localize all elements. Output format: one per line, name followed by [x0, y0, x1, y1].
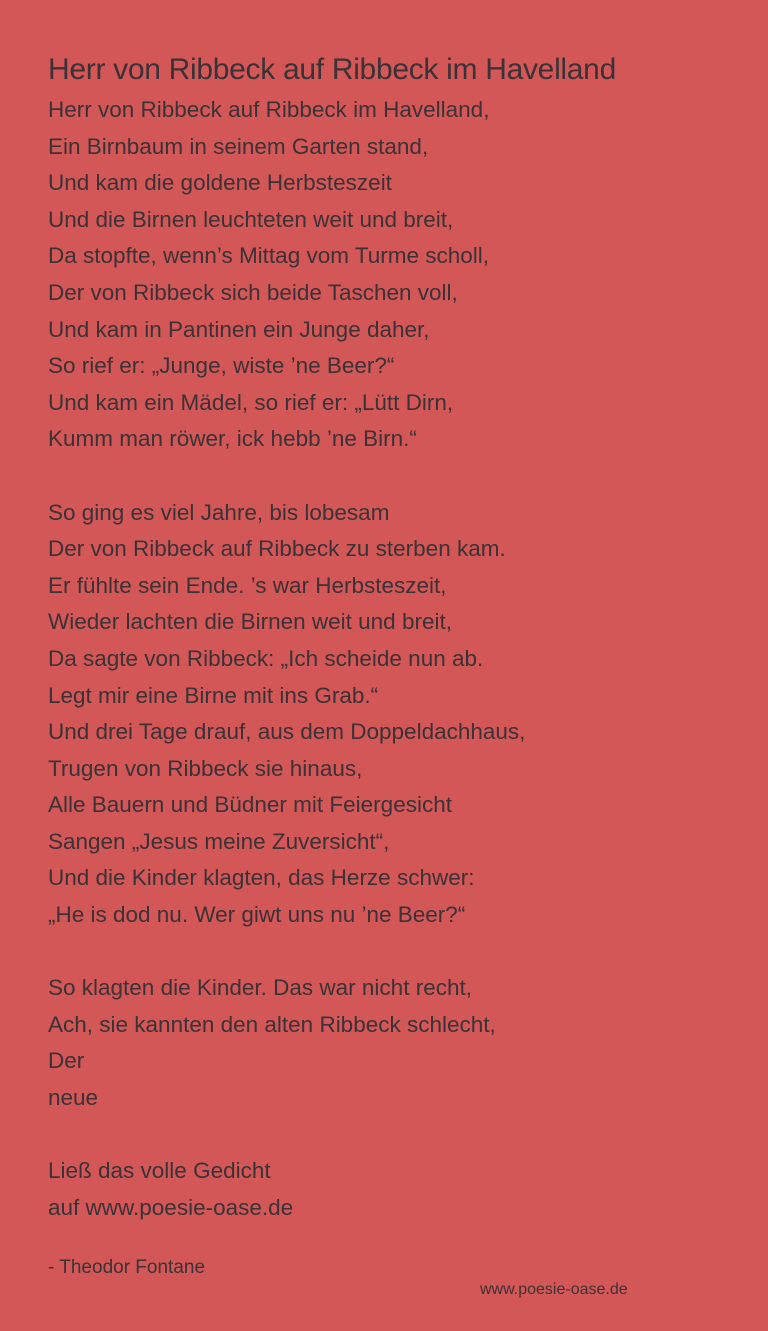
poem-line: Alle Bauern und Büdner mit Feiergesicht: [48, 792, 452, 818]
poem-line: Herr von Ribbeck auf Ribbeck im Havelland,: [48, 97, 490, 122]
stanza-gap: [48, 934, 758, 971]
poem-line: So ging es viel Jahre, bis lobesam: [48, 499, 390, 525]
poem-line: Und die Kinder klagten, das Herze schwer:: [48, 865, 475, 891]
poem-line: So rief er: „Junge, wiste ’ne Beer?“: [48, 353, 395, 379]
poem-line: Kumm man röwer, ick hebb ’ne Birn.“: [48, 426, 417, 452]
author-credit: - Theodor Fontane: [48, 1257, 206, 1278]
stanza: [48, 495, 758, 934]
stanza-gap: [48, 458, 758, 495]
stanza-gap: [48, 1117, 758, 1154]
poem-line: Ein Birnbaum in seinem Garten stand,: [48, 133, 429, 159]
stanza: [48, 92, 758, 458]
poem-line: Wieder lachten die Birnen weit und breit,: [48, 609, 452, 635]
poem-line: Der von Ribbeck auf Ribbeck zu sterben kam.: [48, 536, 506, 562]
poem-line: Und drei Tage drauf, aus dem Doppeldachhaus,: [48, 719, 526, 745]
poem-line: Der von Ribbeck sich beide Taschen voll,: [48, 279, 458, 305]
poem-line: Und kam in Pantinen ein Junge daher,: [48, 316, 430, 342]
stanza: [48, 970, 758, 1116]
website-watermark: www.poesie-oase.de: [480, 1281, 628, 1298]
poem-line: Ließ das volle Gedicht: [48, 1158, 271, 1184]
poem-line: Der: [48, 1048, 85, 1074]
poem-line: Er fühlte sein Ende. ’s war Herbsteszeit,: [48, 572, 447, 598]
poem-body: [48, 92, 758, 1226]
poem-line: Da stopfte, wenn’s Mittag vom Turme scholl,: [48, 243, 490, 269]
poem-line: Da sagte von Ribbeck: „Ich scheide nun ab.: [48, 645, 484, 671]
poem-line: Und kam ein Mädel, so rief er: „Lütt Dirn,: [48, 389, 454, 415]
stanza: [48, 1153, 758, 1226]
poem-line: So klagten die Kinder. Das war nicht recht,: [48, 975, 472, 1001]
poem-line: auf www.poesie-oase.de: [48, 1194, 294, 1220]
poem-line: neue: [48, 1085, 99, 1111]
poem-line: Ach, sie kannten den alten Ribbeck schlecht,: [48, 1011, 496, 1037]
poem-line: Und kam die goldene Herbsteszeit: [48, 170, 392, 196]
poem-line: Legt mir eine Birne mit ins Grab.“: [48, 682, 379, 708]
poem-card: [48, 48, 758, 1226]
poem-line: Sangen „Jesus meine Zuversicht“,: [48, 828, 390, 854]
poem-line: Und die Birnen leuchteten weit und breit,: [48, 206, 454, 232]
poem-line: Trugen von Ribbeck sie hinaus,: [48, 755, 363, 781]
poem-title: Herr von Ribbeck auf Ribbeck im Havelland: [48, 53, 616, 86]
poem-line: „He is dod nu. Wer giwt uns nu ’ne Beer?“: [48, 902, 466, 928]
